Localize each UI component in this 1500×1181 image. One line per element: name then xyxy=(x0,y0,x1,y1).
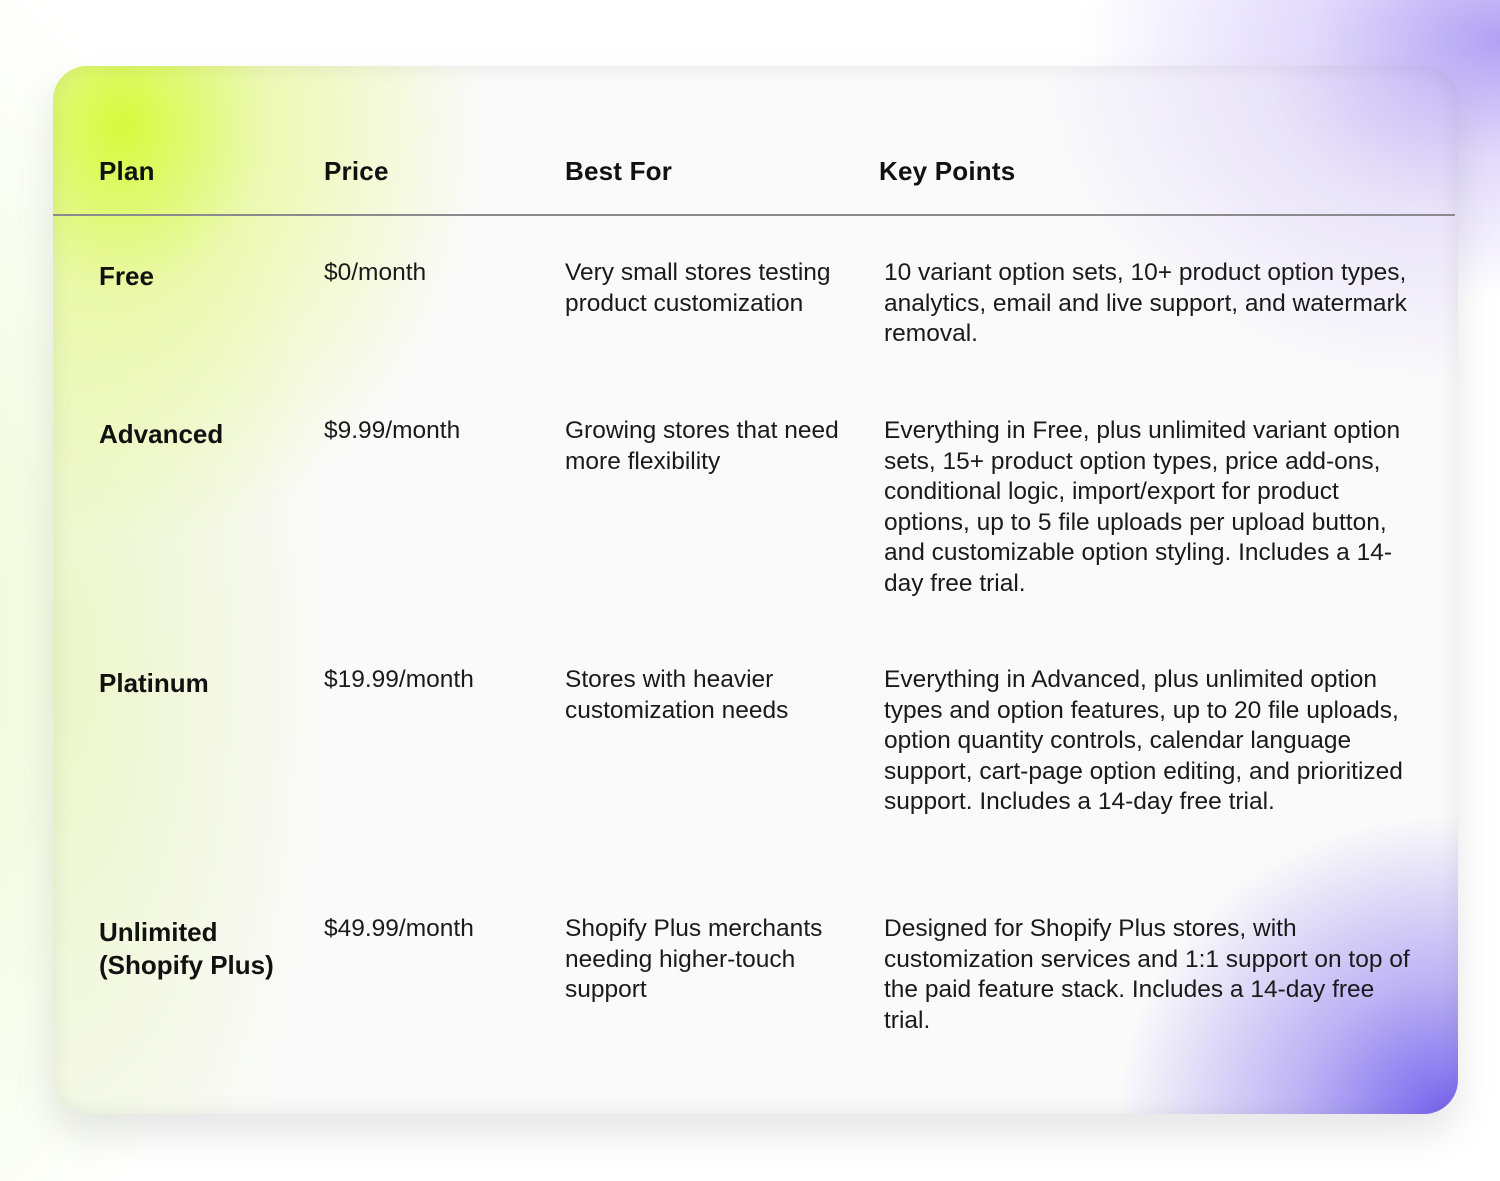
plan-price: $49.99/month xyxy=(324,915,474,942)
plan-best-for: Very small stores testing product customization xyxy=(565,259,831,317)
plan-key-points: Everything in Advanced, plus unlimited option types and option features, up to 20 file uploads, option quantity controls, calendar language support, cart-page option editing, and prioritized support. Includes a 14-day free trial. xyxy=(884,666,1403,815)
plan-best-for: Growing stores that need more flexibility xyxy=(565,417,839,475)
header-key-points: Key Points xyxy=(879,156,1016,186)
plan-price: $9.99/month xyxy=(324,417,461,444)
plan-key-points: Everything in Free, plus unlimited variant option sets, 15+ product option types, price add-ons, conditional logic, import/export for product options, up to 5 file uploads per upload button, and customizable option styling. Includes a 14-day free trial. xyxy=(884,417,1401,597)
plan-key-points: 10 variant option sets, 10+ product option types, analytics, email and live support, and watermark removal. xyxy=(884,259,1407,347)
plan-name: Unlimited (Shopify Plus) xyxy=(99,917,274,980)
pricing-table-card xyxy=(53,66,1458,1114)
plan-price: $19.99/month xyxy=(324,666,474,693)
plan-best-for: Shopify Plus merchants needing higher-touch support xyxy=(565,915,823,1003)
plan-name: Advanced xyxy=(99,419,224,449)
header-plan: Plan xyxy=(99,156,155,186)
table-header-row xyxy=(53,66,1455,216)
plan-price: $0/month xyxy=(324,259,427,286)
plan-name: Free xyxy=(99,261,154,291)
plan-name: Platinum xyxy=(99,668,209,698)
header-price: Price xyxy=(324,156,389,186)
header-best-for: Best For xyxy=(565,156,673,186)
plan-key-points: Designed for Shopify Plus stores, with customization services and 1:1 support on top of the paid feature stack. Includes a 14-day free trial. xyxy=(884,915,1410,1034)
plan-best-for: Stores with heavier customization needs xyxy=(565,666,789,724)
